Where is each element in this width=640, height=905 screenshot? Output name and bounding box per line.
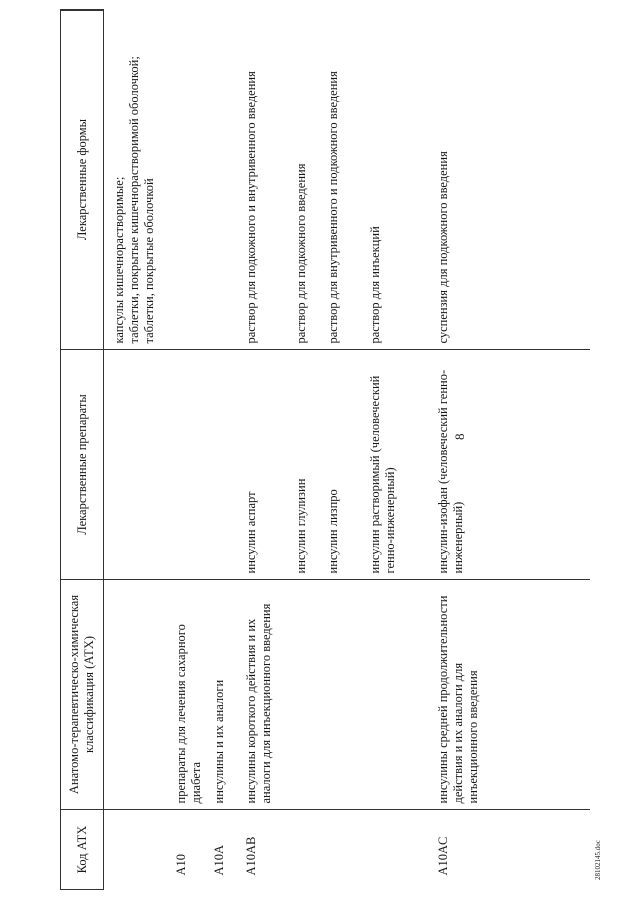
cell-drug: инсулин растворимый (человеческий генно-инженерный) [367,375,397,574]
cell-atc: инсулины средней продолжительности действия и их аналоги для инъекционного введения [435,595,480,804]
cell-form [208,10,240,350]
cell-atc [364,580,432,810]
cell-drug: инсулин-изофан (человеческий генно-инженерный) [435,369,465,574]
cell-atc [104,580,170,810]
table-row [240,10,290,890]
rotated-page [60,10,590,890]
cell-form: капсулы кишечнорастворимые; таблетки, покрытые кишечнорастворимой оболочкой; таблетки, покрытые оболочкой [112,56,156,344]
cell-code: A10AC [435,836,450,876]
cell-code [290,810,322,890]
header-atc: Анатомо-терапевтическо-химическая классификация (АТХ) [61,580,104,810]
cell-atc [322,580,364,810]
table-row [104,10,170,890]
cell-code: A10A [211,844,226,876]
table-row [170,10,208,890]
table-row [322,10,364,890]
table-left-border [60,889,104,890]
cell-atc: инсулины короткого действия и их аналоги для инъекционного введения [243,603,273,804]
table-row [364,10,432,890]
cell-code [104,810,170,890]
header-code: Код АТХ [61,810,104,890]
cell-atc [290,580,322,810]
cell-form: раствор для внутривенного и подкожного введения [325,71,340,344]
table-header-row [61,10,104,890]
cell-atc: препараты для лечения сахарного диабета [173,624,203,804]
column-divider [60,579,590,580]
cell-code [364,810,432,890]
table-row [208,10,240,890]
header-drugs: Лекарственные препараты [61,350,104,580]
cell-code: A10 [173,853,188,876]
table-row [432,10,522,890]
cell-code [322,810,364,890]
column-divider [60,349,590,350]
header-forms: Лекарственные формы [61,10,104,350]
table-body [104,10,522,890]
cell-drug [208,350,240,580]
cell-atc: инсулины и их аналоги [211,679,226,804]
cell-drug: инсулин аспарт [243,491,258,574]
cell-form [170,10,208,350]
cell-form: раствор для подкожного и внутривенного введения [243,71,258,344]
cell-form: раствор для инъекций [367,226,382,344]
cell-drug [170,350,208,580]
cell-form: раствор для подкожного введения [293,163,308,344]
table-row [290,10,322,890]
cell-drug [104,350,170,580]
cell-drug: инсулин глулизин [293,478,308,574]
cell-drug: инсулин лизпро [325,489,340,574]
footer-file-code: 28102145.doc [594,840,602,880]
page-number: 8 [452,433,467,440]
table-right-border [60,10,104,11]
cell-code: A10AB [243,836,258,876]
atc-table [60,9,522,890]
cell-form: суспензия для подкожного введения [435,151,450,344]
column-divider [60,809,590,810]
